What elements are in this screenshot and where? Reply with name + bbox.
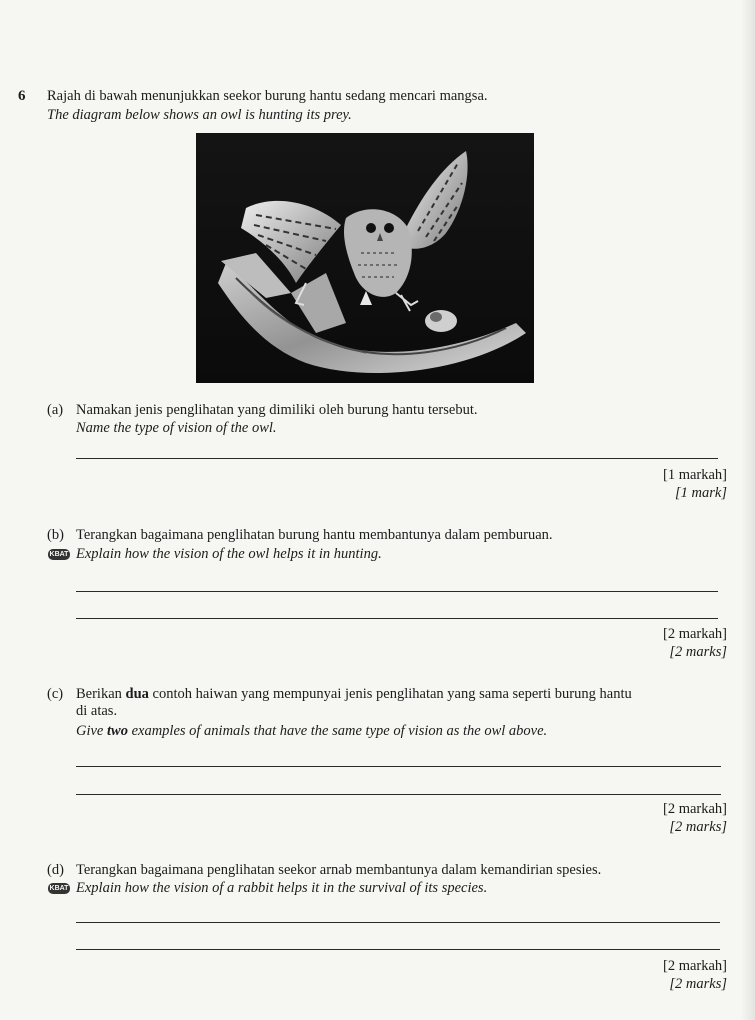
part-a-marks: [663, 466, 727, 502]
part-c-answer-line-2[interactable]: [76, 794, 721, 795]
part-b-kbat-badge: KBAT: [49, 551, 69, 558]
part-c-marks-ms: [2 markah]: [662, 801, 727, 817]
part-a-text-ms: Namakan jenis penglihatan yang dimiliki oleh burung hantu tersebut.: [76, 402, 478, 418]
part-d-marks-en: [2 marks]: [669, 976, 727, 992]
part-b-text-en: Explain how the vision of the owl helps it in hunting.: [76, 546, 382, 562]
part-b-marks-ms: [2 markah]: [662, 626, 727, 642]
part-c-text-ms-2: contoh haiwan yang mempunyai jenis penglihatan yang sama seperti burung hantu: [148, 686, 632, 702]
part-b-marks: [663, 625, 727, 661]
part-c-text-ms-line-1: [76, 686, 632, 703]
question-intro-en: The diagram below shows an owl is hunting its prey.: [47, 107, 352, 123]
part-d-marks-ms: [2 markah]: [662, 958, 727, 974]
part-c-marks-en: [2 marks]: [669, 819, 727, 835]
part-c-text-en-bold: two: [107, 723, 128, 739]
part-c-text-en: [76, 723, 547, 740]
part-c-text-ms-1: Berikan: [76, 686, 126, 702]
part-d-text-en: Explain how the vision of a rabbit helps it in the survival of its species.: [76, 880, 488, 896]
part-c-text-en-1: Give: [76, 723, 107, 739]
part-d-label: (d): [47, 862, 64, 878]
question-number: 6: [18, 88, 26, 104]
part-d-kbat-badge: KBAT: [49, 885, 69, 892]
part-c-text-ms-3: di atas.: [76, 703, 118, 719]
part-a-marks-en: [1 mark]: [675, 485, 727, 501]
part-a-marks-ms: [1 markah]: [662, 467, 727, 483]
part-d-answer-line-1[interactable]: [76, 922, 720, 923]
part-d-marks: [663, 957, 727, 993]
owl-hunting-prey-icon: [196, 133, 534, 383]
owl-photo: [196, 133, 534, 383]
part-a-answer-line[interactable]: [76, 458, 718, 459]
part-c-text-ms-bold: dua: [125, 686, 149, 702]
part-c-marks: [663, 800, 727, 836]
part-b-answer-line-2[interactable]: [76, 618, 718, 619]
part-a-label: (a): [47, 402, 64, 418]
part-b-label: (b): [47, 527, 64, 543]
question-intro-ms: Rajah di bawah menunjukkan seekor burung hantu sedang mencari mangsa.: [47, 88, 488, 104]
part-a-text-en: Name the type of vision of the owl.: [76, 420, 277, 436]
part-b-text-ms: Terangkan bagaimana penglihatan burung hantu membantunya dalam pemburuan.: [76, 527, 553, 543]
part-b-answer-line-1[interactable]: [76, 591, 718, 592]
part-c-label: (c): [47, 686, 64, 702]
part-b-marks-en: [2 marks]: [669, 644, 727, 660]
page-edge-shadow: [741, 0, 755, 1020]
part-d-text-ms: Terangkan bagaimana penglihatan seekor arnab membantunya dalam kemandirian spesies.: [76, 862, 602, 878]
part-c-text-en-2: examples of animals that have the same type of vision as the owl above.: [127, 723, 548, 739]
part-d-answer-line-2[interactable]: [76, 949, 720, 950]
part-c-answer-line-1[interactable]: [76, 766, 721, 767]
